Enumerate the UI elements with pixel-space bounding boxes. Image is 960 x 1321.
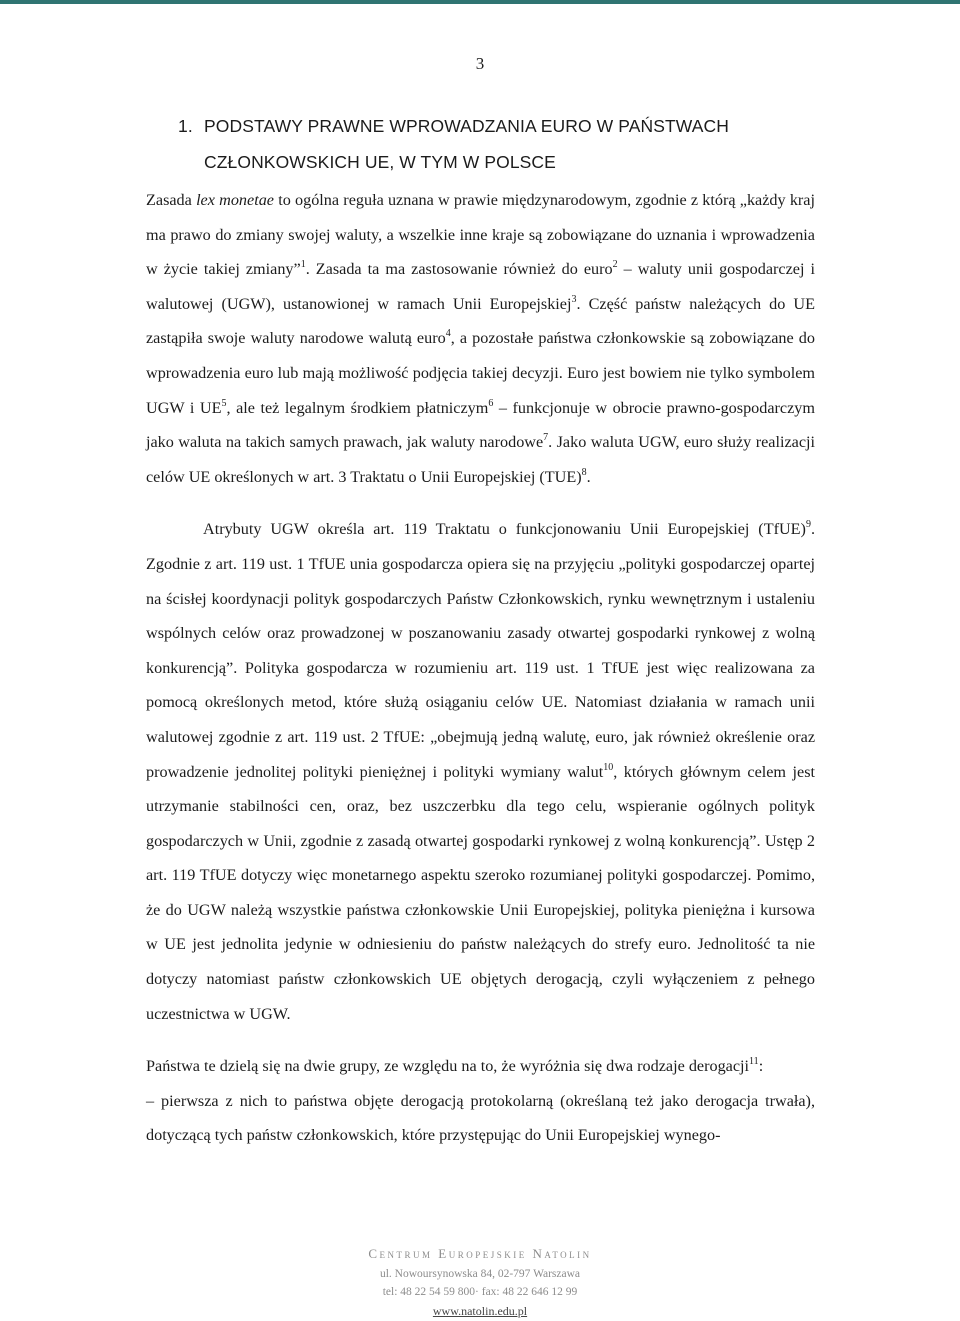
footnote-ref-4[interactable]: 4 (445, 328, 451, 340)
paragraph-first-group: – pierwsza z nich to państwa objęte derogacją protokolarną (określaną też jako derogacja trwała), dotyczącą tych państw członkowskich, które przystępując do Unii Europejskiej wynego- (146, 1091, 815, 1145)
footnote-ref-6[interactable]: 6 (488, 397, 494, 409)
paragraph-derogation-groups: Państwa te dzielą się na dwie grupy, ze względu na to, że wyróżnia się dwa rodzaje derogacji$^{11}$: (146, 1056, 764, 1076)
footnote-ref-3[interactable]: 3 (571, 293, 577, 305)
page-footer (0, 1243, 960, 1321)
heading-line-2: CZŁONKOWSKICH UE, W TYM W POLSCE (204, 152, 556, 172)
footnote-ref-1[interactable]: 1 (300, 259, 306, 271)
heading-number: 1. (178, 116, 193, 136)
footnote-ref-8[interactable]: 8 (581, 466, 587, 478)
section-heading (146, 108, 826, 180)
page-number: 3 (475, 54, 485, 73)
paragraph-ugw-attributes: Atrybuty UGW określa art. 119 Traktatu o funkcjonowaniu Unii Europejskiej (TfUE)$^9$. Zgodnie z art. 119 ust. 1 TfUE unia gospodarcza opiera się na przyjęciu „polityki gospodarczej opartej na ścisłej koordynacji polityk gospodarczych Państw Członkowskich, rynku wewnętrznym i ustaleniu wspólnych celów oraz prowadzonej w poszanowaniu zasady otwartej gospodarki rynkowej z wolną konkurencją”. Polityka gospodarcza w rozumieniu art. 119 ust. 1 TfUE jest więc realizowana za pomocą określonych metod, które służą osiąganiu celów UE. Natomiast działania w ramach unii walutowej zgodnie z art. 119 ust. 2 TfUE: „obejmują jedną walutę, euro, jak również określenie oraz prowadzenie jednolitej polityki pieniężnej i polityki wymiany walut$^{10}$, których głównym celem jest utrzymanie stabilności cen, oraz, bez uszczerbku dla tego celu, wspieranie ogólnych polityk gospodarczych w Unii, zgodnie z zasadą otwartej gospodarki rynkowej z wolną konkurencją”. Ustęp 2 art. 119 TfUE dotyczy więc monetarnego aspektu szeroko rozumianej polityki gospodarczej. Pomimo, że do UGW należą wszystkie państwa członkowskie Unii Europejskiej, polityka pieniężna i kursowa w UE jest jednolita jedynie w odniesieniu do państw należących do strefy euro. Jednolitość ta nie dotyczy natomiast państw członkowskich UE objętych derogacją, czyli wyłączeniem z pełnego uczestnictwa w UGW. (146, 519, 815, 1023)
footnote-ref-7[interactable]: 7 (543, 432, 549, 444)
footnote-ref-10[interactable]: 10 (603, 761, 614, 773)
footer-website-link[interactable]: www.natolin.edu.pl (432, 1304, 528, 1318)
footer-phone: tel: 48 22 54 59 800· fax: 48 22 646 12 99 (382, 1286, 578, 1298)
footnote-ref-2[interactable]: 2 (612, 259, 618, 271)
footnote-ref-11[interactable]: 11 (749, 1056, 759, 1068)
document-body (146, 183, 815, 1153)
footer-address: ul. Nowoursynowska 84, 02-797 Warszawa (379, 1268, 581, 1280)
top-accent-bar (0, 0, 960, 4)
footnote-ref-9[interactable]: 9 (805, 519, 811, 531)
heading-line-1: PODSTAWY PRAWNE WPROWADZANIA EURO W PAŃSTWACH (204, 116, 729, 136)
footnote-ref-5[interactable]: 5 (221, 397, 227, 409)
paragraph-lex-monetae: Zasada lex monetae to ogólna reguła uznana w prawie międzynarodowym, zgodnie z którą „każdy kraj ma prawo do zmiany swojej waluty, a wszelkie inne kraje są zobowiązane do uznania i wprowadzenia w życie takiej zmiany”$^1$. Zasada ta ma zastosowanie również do euro$^2$ – waluty unii gospodarczej i walutowej (UGW), ustanowionej w ramach Unii Europejskiej$^3$. Część państw należących do UE zastąpiła swoje waluty narodowe walutą euro$^4$, a pozostałe państwa członkowskie są zobowiązane do wprowadzenia euro lub mają możliwość podjęcia takiej decyzji. Euro jest bowiem nie tylko symbolem UGW i $UE^5$, ale też legalnym środkiem płatniczym$^6$ – funkcjonuje w obrocie prawno-gospodarczym jako waluta na takich samych prawach, jak waluty narodowe$^7$. Jako waluta UGW, euro służy realizacji celów UE określonych w art. 3 Traktatu o Unii Europejskiej (TUE)$^8$. (146, 191, 815, 486)
footer-organization: Centrum Europejskie Natolin (368, 1246, 592, 1261)
lex-monetae-term: lex monetae (196, 191, 274, 209)
